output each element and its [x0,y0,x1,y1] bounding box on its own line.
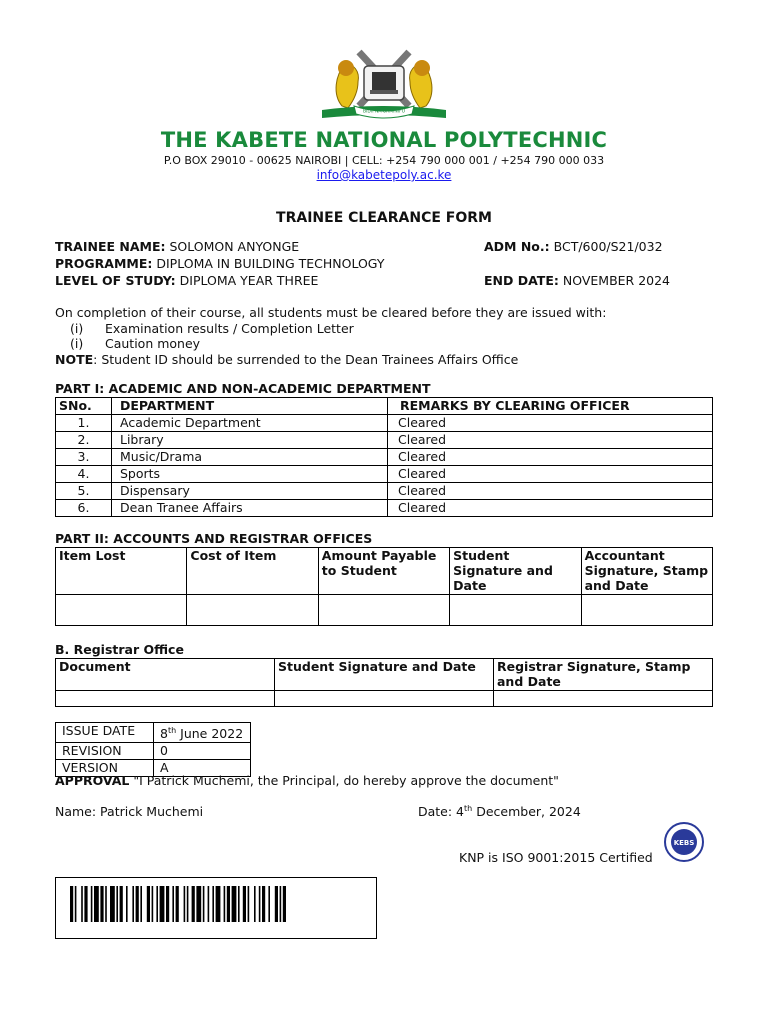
cell-label: VERSION [56,760,154,777]
barcode-bar [262,886,265,922]
part1-table [55,397,713,517]
document-control-table [55,722,251,777]
part2-table [55,547,713,626]
table-row [56,432,713,449]
cell-department: Academic Department [112,415,388,432]
cell-remarks: Cleared [388,483,713,500]
intro-item-num: (i) [70,336,84,351]
col-header: Student Signature and Date [450,548,581,595]
programme-value: DIPLOMA IN BUILDING TECHNOLOGY [156,256,385,271]
institution-address: P.O BOX 29010 - 00625 NAIROBI | CELL: +254 790 000 001 / +254 790 000 033 [163,154,605,167]
end-date-label: END DATE: [484,273,559,288]
barcode-bar [105,886,107,922]
approver-name: Name: Patrick Muchemi [55,804,204,819]
programme-label: PROGRAMME: [55,256,153,271]
barcode-bar [216,886,221,922]
cell-sno: 3. [56,449,112,466]
cell-label: REVISION [56,743,154,760]
barcode-bar [126,886,128,922]
barcode-bar [152,886,154,922]
cell-department: Dean Tranee Affairs [112,500,388,517]
table-row [56,723,251,743]
col-header: DEPARTMENT [112,398,388,415]
barcode-bar [132,886,134,922]
intro-item-num: (i) [70,320,84,336]
institution-email-wrap [0,168,768,182]
barcode-bar [192,886,195,922]
barcode-bar [136,886,139,922]
barcode-bar [184,886,186,922]
cell-sno: 4. [56,466,112,483]
approval-label: APPROVAL [55,773,130,788]
cell-remarks: Cleared [388,415,713,432]
cell-amount-payable[interactable] [318,595,449,626]
cell-department: Sports [112,466,388,483]
table-row [56,500,713,517]
col-header: SNo. [56,398,112,415]
cell-value: 0 [154,743,251,760]
barcode-bar [176,886,179,922]
barcode-box [55,877,377,939]
cell-sno: 2. [56,432,112,449]
barcode-bar [160,886,165,922]
programme-line [55,256,385,271]
col-header: Student Signature and Date [275,659,494,691]
cell-remarks: Cleared [388,449,713,466]
cell-registrar-signature[interactable] [494,691,713,707]
approval-line [55,773,559,788]
table-row [56,483,713,500]
barcode-bar [94,886,99,922]
trainee-name-label: TRAINEE NAME: [55,239,166,254]
barcode-bar [100,886,103,922]
barcode-bar [196,886,201,922]
approval-date: Date: 4th December, 2024 [418,804,581,820]
note-label: NOTE [55,351,94,367]
barcode-bar [91,886,93,922]
cell-sno: 5. [56,483,112,500]
end-date-value: NOVEMBER 2024 [562,273,671,288]
part2-title: PART II: ACCOUNTS AND REGISTRAR OFFICES [55,531,373,546]
cell-sno: 6. [56,500,112,517]
cell-item-lost[interactable] [56,595,187,626]
barcode-bar [275,886,278,922]
table-row [56,449,713,466]
institution-name: THE KABETE NATIONAL POLYTECHNIC [160,128,608,152]
intro-item [55,321,606,337]
barcode-bar [187,886,189,922]
cell-remarks: Cleared [388,432,713,449]
barcode-bar [81,886,83,922]
registrar-title: B. Registrar Office [55,642,184,657]
cell-value: A [154,760,251,777]
adm-line [484,239,663,254]
col-header: Document [56,659,275,691]
trainee-name-line [55,239,299,254]
barcode-bar [70,886,73,922]
kebs-certification-badge [662,822,706,862]
barcode-bar [116,886,118,922]
logo-motto: BIDII NA UAMINIFU [363,109,405,115]
institution-email-link[interactable]: info@kabetepoly.ac.ke [316,168,452,182]
cell-remarks: Cleared [388,466,713,483]
cell-department: Music/Drama [112,449,388,466]
barcode-bar [283,886,286,922]
form-title: TRAINEE CLEARANCE FORM [276,210,492,226]
table-row [56,466,713,483]
col-header: Cost of Item [187,548,318,595]
intro-note [55,352,606,368]
intro-paragraph [55,305,606,367]
barcode-bar [254,886,256,922]
barcode-bar [259,886,261,922]
table-row [56,415,713,432]
cell-document[interactable] [56,691,275,707]
barcode-bar [110,886,115,922]
barcode-bar [84,886,87,922]
barcode-bar [238,886,240,922]
table-row [56,743,251,760]
intro-item-text: Examination results / Completion Letter [105,320,354,336]
adm-value: BCT/600/S21/032 [553,239,663,254]
barcode-bar [147,886,150,922]
barcode-bar [248,886,250,922]
cell-department: Dispensary [112,483,388,500]
barcode-bar [203,886,205,922]
barcode-bar [212,886,214,922]
note-text: : Student ID should be surrended to the Dean Trainees Affairs Office [93,351,519,367]
barcode-bar [156,886,158,922]
cell-department: Library [112,432,388,449]
intro-text: On completion of their course, all students must be cleared before they are issued with: [55,305,607,320]
table-row [56,691,713,707]
barcode-bar [140,886,142,922]
approval-text: "I Patrick Muchemi, the Principal, do hereby approve the document" [129,773,559,788]
cell-student-signature[interactable] [275,691,494,707]
iso-certification-text: KNP is ISO 9001:2015 Certified [459,850,653,865]
part1-title: PART I: ACADEMIC AND NON-ACADEMIC DEPARTMENT [55,381,431,396]
barcode-bar [172,886,174,922]
level-line [55,273,318,288]
cell-sno: 1. [56,415,112,432]
table-header-row [56,659,713,691]
barcode-bar [232,886,237,922]
cell-cost[interactable] [187,595,318,626]
registrar-table [55,658,713,707]
intro-item-text: Caution money [105,336,201,351]
col-header: Accountant Signature, Stamp and Date [581,548,712,595]
end-date-line [484,273,670,288]
barcode [56,878,376,938]
table-row [56,595,713,626]
barcode-bar [120,886,123,922]
col-header: REMARKS BY CLEARING OFFICER [388,398,713,415]
col-header: Registrar Signature, Stamp and Date [494,659,713,691]
cell-student-signature[interactable] [450,595,581,626]
barcode-bar [243,886,246,922]
level-label: LEVEL OF STUDY: [55,273,176,288]
cell-remarks: Cleared [388,500,713,517]
table-header-row [56,398,713,415]
barcode-bar [166,886,169,922]
institution-logo [314,44,454,124]
cell-label: ISSUE DATE [56,723,154,743]
table-header-row [56,548,713,595]
barcode-bar [208,886,210,922]
intro-item [55,336,606,352]
barcode-bar [75,886,77,922]
cell-value: 8th June 2022 [154,723,251,743]
barcode-bar [268,886,270,922]
cell-accountant-signature[interactable] [581,595,712,626]
adm-label: ADM No.: [484,239,550,254]
trainee-name-value: SOLOMON ANYONGE [169,239,300,254]
col-header: Item Lost [56,548,187,595]
barcode-bar [224,886,226,922]
barcode-bar [227,886,230,922]
level-value: DIPLOMA YEAR THREE [179,273,319,288]
barcode-bar [280,886,282,922]
badge-label: KEBS [673,839,695,847]
col-header: Amount Payable to Student [318,548,449,595]
